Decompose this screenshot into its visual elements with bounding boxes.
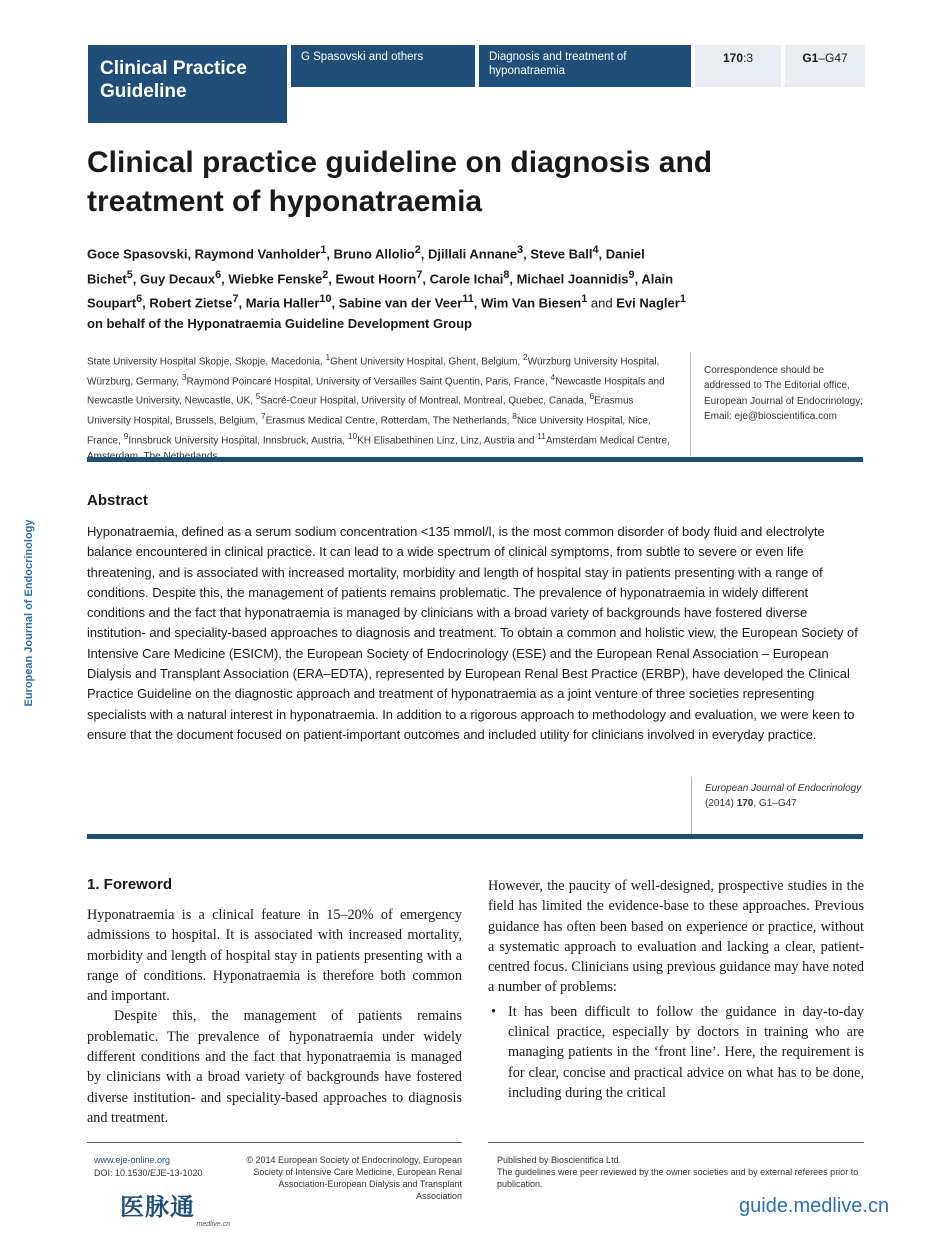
author-list: Goce Spasovski, Raymond Vanholder$^1$, Bruno Allolio$^2$, Djillali Annane$^3$, Steve Ball$^4$, Daniel Bichet$^5$, Guy Decaux$^6$, Wiebke Fenske$^2$, Ewout Hoorn$^7$, Carole Ichai$^8$, Michael Joannidis$^9$, Alain Soupart$^6$, Robert Zietse$^7$, Maria Haller$^{10}$, Sabine van der Veer$^{11}$, Wim Van Biesen$^1$ and Evi Nagler$^1$ on behalf of the Hyponatraemia Guideline Development Group (87, 244, 686, 331)
website-link[interactable]: www.eje-online.org (94, 1155, 171, 1165)
issue-number: :3 (743, 51, 754, 65)
abstract-text: Hyponatraemia, defined as a serum sodium concentration <135 mmol/l, is the most common disorder of body fluid and electrolyte balance encountered in clinical practice. It can lead to a wide spectrum of clinical symptoms, from subtle to severe or even life threatening, and is associated with increased mortality, morbidity and length of hospital stay in patients presenting with a range of conditions. Despite this, the management of patients remains problematic. The prevalence of hyponatraemia in widely different conditions and the fact that hyponatraemia is managed by clinicians with a broad variety of backgrounds have fostered diverse institution- and speciality-based approaches to diagnosis and treatment. To obtain a common and holistic view, the European Society of Intensive Care Medicine (ESICM), the European Society of Endocrinology (ESE) and the European Renal Association – European Dialysis and Transplant Association (ERA–EDTA), represented by European Renal Best Practice (ERBP), have developed the Clinical Practice Guideline on the diagnostic approach and treatment of hyponatraemia as a joint venture of three societies representing specialists with a natural interest in hyponatraemia. In addition to a rigorous approach to methodology and evaluation, we were keen to ensure that the document focused on patient-important outcomes and included utility for clinicians involved in everyday practice. (87, 524, 858, 742)
running-authors: G Spasovski and others (291, 45, 475, 87)
journal-sidebar (14, 505, 44, 720)
watermark-link[interactable]: guide.medlive.cn (739, 1195, 890, 1217)
footer-rule (87, 1142, 462, 1143)
correspondence-box: Correspondence should be addressed to The Editorial office, European Journal of Endocrinology; Email: eje@bioscientifica.com (690, 352, 863, 456)
review-text: The guidelines were peer reviewed by the owner societies and by external referees prior to publication. (497, 1167, 859, 1189)
volume-issue (695, 45, 781, 87)
bullet-text: It has been difficult to follow the guidance in day-to-day clinical practice, especially by doctors in training who are managing patients in the ‘front line’. Here, the requirement is for clear, concise and practical advice on what has to be done, including during the critical (508, 1003, 864, 1101)
footer-rule (488, 1142, 864, 1143)
section-heading: 1. Foreword (87, 876, 173, 893)
body-column-right (488, 876, 864, 1103)
medlive-logo (120, 1195, 242, 1229)
divider-rule (87, 457, 863, 462)
publisher-note (497, 1154, 867, 1190)
citation-volume: 170 (736, 798, 754, 810)
copyright-text: © 2014 European Society of Endocrinology, European Society of Intensive Care Medicine, European Renal Association-European Dialysis and Transplant Association (246, 1155, 462, 1201)
abstract-heading: Abstract (87, 492, 148, 509)
logo-subtext: medlive.cn (196, 1221, 230, 1228)
page-end: –G47 (818, 51, 848, 65)
divider-rule (87, 834, 863, 839)
paragraph: However, the paucity of well-designed, prospective studies in the field has limited the evidence-base to these approaches. Previous guidance has often been based on experience or practice, without a systematic approach to evaluation and lacking a clear, patient-centred focus. Clinicians using previous guidance may have noted a number of problems: (488, 878, 864, 996)
logo-mark: 医脉通 (120, 1194, 195, 1221)
page-range (785, 45, 865, 87)
journal-sidebar-text: European Journal of Endocrinology (23, 518, 35, 707)
article-title: Clinical practice guideline on diagnosis and treatment of hyponatraemia (87, 146, 713, 218)
footer-links (94, 1154, 234, 1179)
running-title: Diagnosis and treatment of hyponatraemia (479, 45, 691, 87)
citation-box (691, 777, 863, 834)
citation-journal: European Journal of Endocrinology (705, 783, 862, 794)
citation-year: (2014) (705, 798, 734, 810)
bullet-icon: • (491, 1003, 496, 1020)
citation-pages: , G1–G47 (753, 798, 797, 810)
affiliations: State University Hospital Skopje, Skopje, Macedonia, $^1$Ghent University Hospital, Ghent, Belgium, $^2$Würzburg University Hospital, Würzburg, Germany, $^3$Raymond Poincaré Hospital, University of Versailles Saint Quentin, Paris, France, $^4$Newcastle Hospitals and Newcastle University, Newcastle, UK, $^5$Sacré-Coeur Hospital, University of Montreal, Montreal, Quebec, Canada, $^6$Erasmus University Hospital, Brussels, Belgium, $^7$Erasmus Medical Centre, Rotterdam, The Netherlands, $^8$Nice University Hospital, Nice, France, $^9$Innsbruck University Hospital, Innsbruck, Austria, $^{10}$KH Elisabethinen Linz, Linz, Austria and $^{11}$Amsterdam Medical Centre, (87, 352, 670, 447)
volume-number: 170 (722, 51, 743, 65)
body-column-left (87, 905, 462, 1128)
paragraph: Despite this, the management of patients remains problematic. The prevalence of hyponatraemia under widely different conditions and the fact that hyponatraemia is managed by clinicians with a broad variety of backgrounds have fostered diverse institution- and speciality-based approaches to diagnosis and treatment. (87, 1008, 462, 1126)
page-start: G1 (802, 51, 819, 65)
paragraph: Hyponatraemia is a clinical feature in 15–20% of emergency admissions to hospital. It is associated with increased mortality, morbidity and length of hospital stay in patients presenting with a range of conditions. Hyponatraemia is therefore both common and important. (87, 907, 462, 1005)
bullet-item (488, 1002, 864, 1103)
section-label: Clinical Practice Guideline (88, 45, 287, 123)
doi-text: DOI: 10.1530/EJE-13-1020 (94, 1167, 203, 1178)
publisher-text: Published by Bioscientifica Ltd. (497, 1155, 622, 1165)
